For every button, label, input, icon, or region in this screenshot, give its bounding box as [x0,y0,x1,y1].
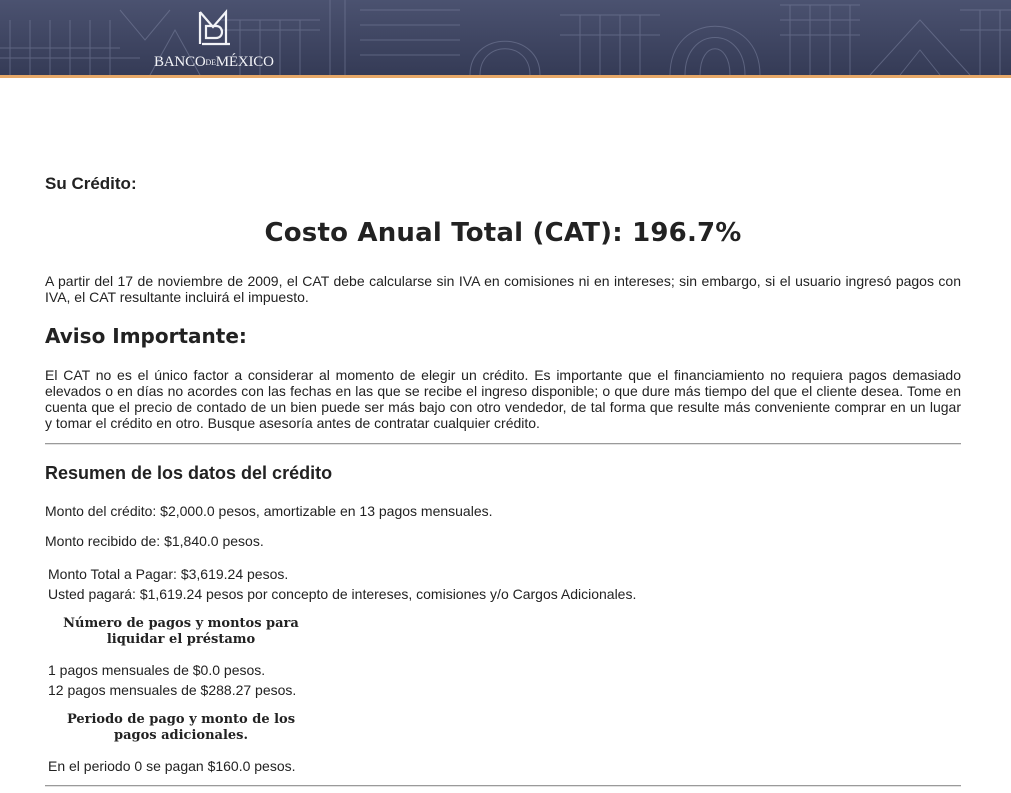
iva-note: A partir del 17 de noviembre de 2009, el CAT debe calcularse sin IVA en comisiones ni en intereses; sin embargo, si el usuario ingresó pagos con IVA, el CAT resultante incluirá el impuesto. [45,273,961,305]
payments-heading: Número de pagos y montos para liquidar el préstamo [63,616,299,647]
usted-pagara: Usted pagará: $1,619.24 pesos por concepto de intereses, comisiones y/o Cargos Adicionales. [48,586,637,602]
notice-text: El CAT no es el único factor a considerar al momento de elegir un crédito. Es importante que el financiamiento no requiera pagos demasiado elevados o en días no acordes con las fechas en las que se recibe el ingreso disponible; o que dure más tiempo del que el cliente desea. Tome en cuenta que el precio de contado de un bien puede ser más bajo con otro vendedor, de tal forma que resulte más conveniente comprar en un lugar y tomar el crédito en otro. Busque asesoría antes de contratar cualquier crédito. [45,367,961,431]
payment-item: 1 pagos mensuales de $0.0 pesos. [48,662,266,678]
summary-heading: Resumen de los datos del crédito [45,463,333,483]
header-architecture-graphic [0,0,1011,78]
additional-payment-item: En el periodo 0 se pagan $160.0 pesos. [48,758,296,774]
notice-heading: Aviso Importante: [45,324,247,348]
credit-heading: Su Crédito: [45,174,137,193]
payment-item: 12 pagos mensuales de $288.27 pesos. [48,682,297,698]
monto-total: Monto Total a Pagar: $3,619.24 pesos. [48,566,289,582]
additional-payments-heading: Periodo de pago y monto de los pagos adicionales. [66,712,296,743]
monto-recibido: Monto recibido de: $1,840.0 pesos. [45,533,264,549]
header-banner [0,0,1011,78]
monto-credito: Monto del crédito: $2,000.0 pesos, amortizable en 13 pagos mensuales. [45,503,493,519]
logo-text: BANCODEMÉXICO [154,54,274,70]
divider [45,785,961,787]
divider [45,443,961,445]
cat-title: Costo Anual Total (CAT): 196.7% [264,218,742,248]
